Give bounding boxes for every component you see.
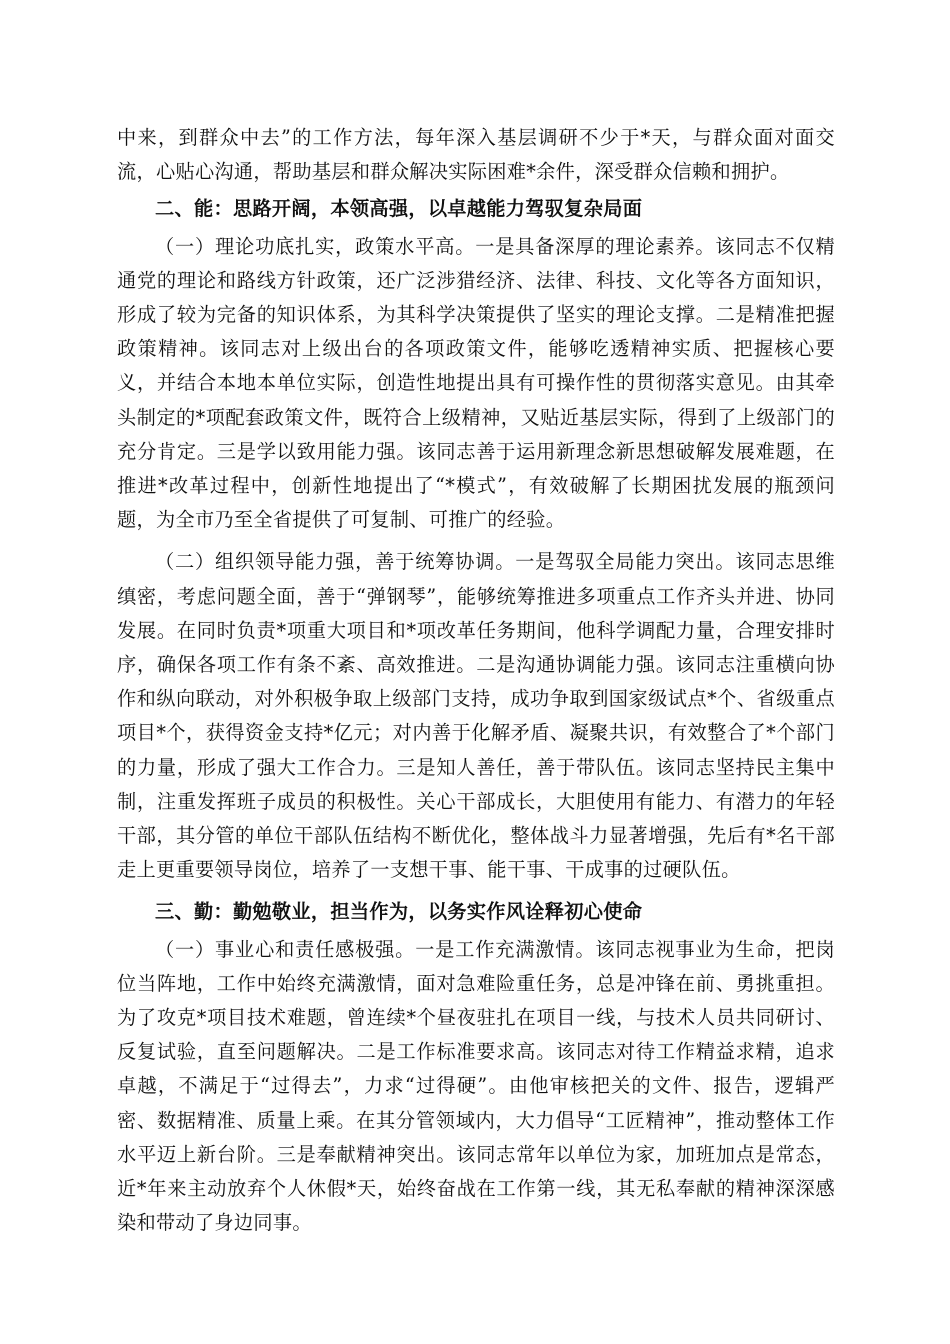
paragraph-dedication-responsibility: （一）事业心和责任感极强。一是工作充满激情。该同志视事业为生命，把岗位当阵地，工作中始终充满激情，面对急难险重任务，总是冲锋在前、勇挑重担。为了攻克*项目技术难题，曾连续*个昼夜驻扎在项目一线，与技术人员共同研讨、反复试验，直至问题解决。二是工作标准要求高。该同志对待工作精益求精，追求卓越，不满足于“过得去”，力求“过得硬”。由他审核把关的文件、报告，逻辑严密、数据精准、质量上乘。在其分管领域内，大力倡导“工匠精神”，推动整体工作水平迈上新台阶。三是奉献精神突出。该同志常年以单位为家，加班加点是常态，近*年来主动放弃个人休假*天，始终奋战在工作第一线，其无私奉献的精神深深感染和带动了身边同事。 [117, 937, 835, 1235]
paragraph-theory-policy: （一）理论功底扎实，政策水平高。一是具备深厚的理论素养。该同志不仅精通党的理论和路线方针政策，还广泛涉猎经济、法律、科技、文化等各方面知识，形成了较为完备的知识体系，为其科学决策提供了坚实的理论支撑。二是精准把握政策精神。该同志对上级出台的各项政策文件，能够吃透精神实质、把握核心要义，并结合本地本单位实际，创造性地提出具有可操作性的贯彻落实意见。由其牵头制定的*项配套政策文件，既符合上级精神，又贴近基层实际，得到了上级部门的充分肯定。三是学以致用能力强。该同志善于运用新理念新思想破解发展难题，在推进*改革过程中，创新性地提出了“*模式”，有效破解了长期困扰发展的瓶颈问题，为全市乃至全省提供了可复制、可推广的经验。 [117, 234, 835, 532]
paragraph-leadership-coordination: （二）组织领导能力强，善于统筹协调。一是驾驭全局能力突出。该同志思维缜密，考虑问题全面，善于“弹钢琴”，能够统筹推进多项重点工作齐头并进、协同发展。在同时负责*项重大项目和*项改革任务期间，他科学调配力量，合理安排时序，确保各项工作有条不紊、高效推进。二是沟通协调能力强。该同志注重横向协作和纵向联动，对外积极争取上级部门支持，成功争取到国家级试点*个、省级重点项目*个，获得资金支持*亿元；对内善于化解矛盾、凝聚共识，有效整合了*个部门的力量，形成了强大工作合力。三是知人善任，善于带队伍。该同志坚持民主集中制，注重发挥班子成员的积极性。关心干部成长，大胆使用有能力、有潜力的年轻干部，其分管的单位干部队伍结构不断优化，整体战斗力显著增强，先后有*名干部走上更重要领导岗位，培养了一支想干事、能干事、干成事的过硬队伍。 [117, 550, 835, 882]
section-heading-diligence: 三、勤：勤勉敬业，担当作为，以务实作风诠释初心使命 [155, 900, 643, 924]
section-heading-ability: 二、能：思路开阔，本领高强，以卓越能力驾驭复杂局面 [155, 197, 643, 221]
paragraph-continued-body: 中来，到群众中去”的工作方法，每年深入基层调研不少于*天，与群众面对面交流，心贴心沟通，帮助基层和群众解决实际困难*余件，深受群众信赖和拥护。 [117, 126, 835, 184]
document-page [117, 121, 835, 1241]
